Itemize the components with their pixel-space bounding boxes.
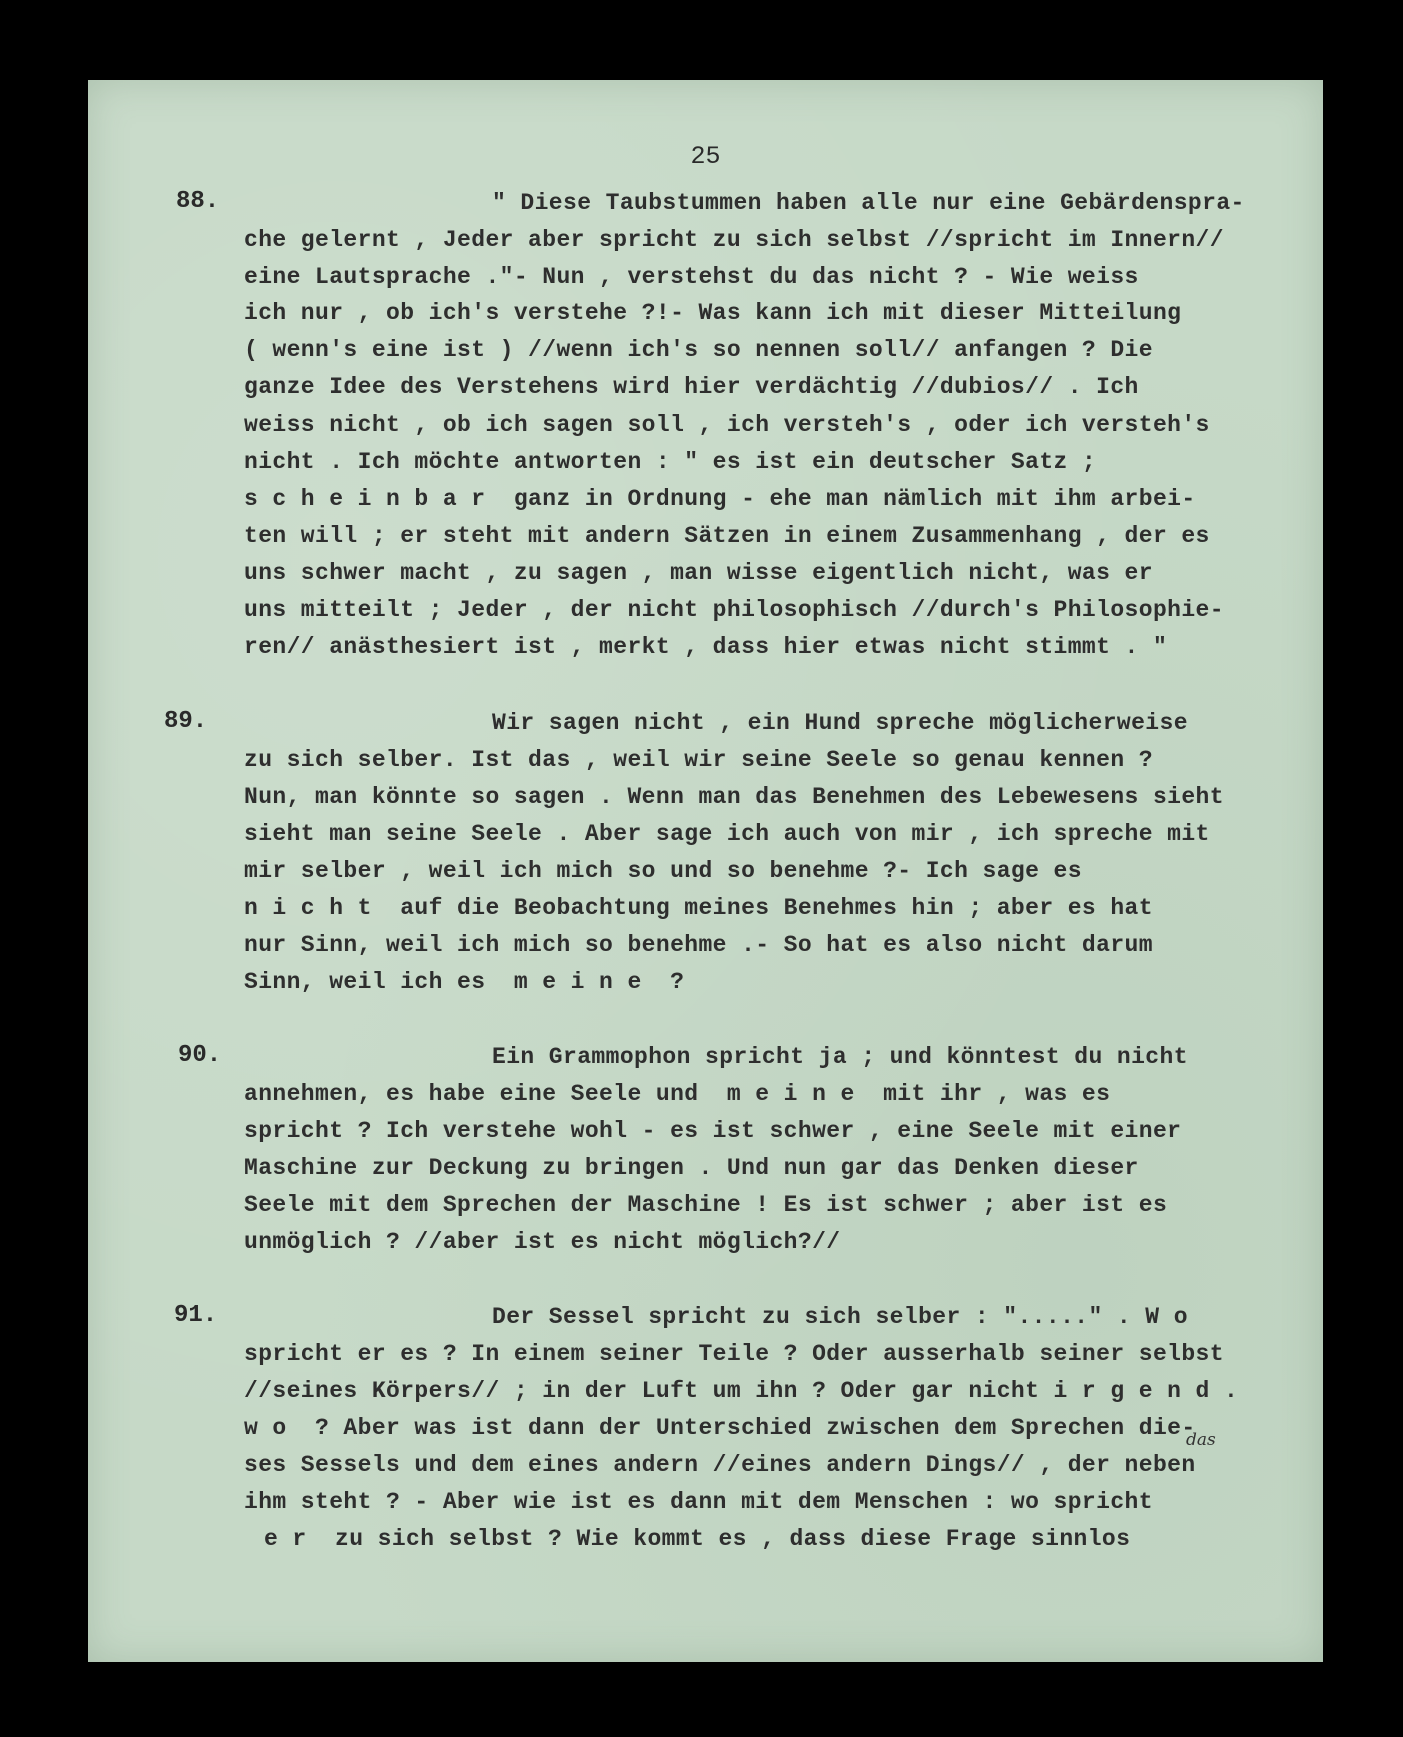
typescript-page — [88, 80, 1323, 1662]
text-line: ren// anästhesiert ist , merkt , dass hier etwas nicht stimmt . " — [244, 634, 1168, 660]
text-line: eine Lautsprache ."- Nun , verstehst du das nicht ? - Wie weiss — [244, 264, 1139, 290]
text-line: Seele mit dem Sprechen der Maschine ! Es ist schwer ; aber ist es — [244, 1192, 1168, 1218]
text-line: Maschine zur Deckung zu bringen . Und nun gar das Denken dieser — [244, 1155, 1139, 1181]
text-line: nicht . Ich möchte antworten : " es ist ein deutscher Satz ; — [244, 449, 1097, 475]
text-line: spricht er es ? In einem seiner Teile ? Oder ausserhalb seiner selbst — [244, 1341, 1224, 1367]
text-line: Wir sagen nicht , ein Hund spreche möglicherweise — [492, 710, 1188, 736]
text-line: mir selber , weil ich mich so und so benehme ?- Ich sage es — [244, 858, 1082, 884]
text-line: ( wenn's eine ist ) //wenn ich's so nennen soll// anfangen ? Die — [244, 337, 1153, 363]
text-line: annehmen, es habe eine Seele und m e i n e mit ihr , was es — [244, 1081, 1111, 1107]
text-line: n i c h t auf die Beobachtung meines Benehmes hin ; aber es hat — [244, 895, 1153, 921]
text-line: e r zu sich selbst ? Wie kommt es , dass diese Frage sinnlos — [264, 1526, 1131, 1552]
text-line: sieht man seine Seele . Aber sage ich auch von mir , ich spreche mit — [244, 821, 1210, 847]
text-line: weiss nicht , ob ich sagen soll , ich versteh's , oder ich versteh's — [244, 412, 1210, 438]
text-line: s c h e i n b a r ganz in Ordnung - ehe man nämlich mit ihm arbei- — [244, 486, 1196, 512]
text-line: Der Sessel spricht zu sich selber : "....." . W o — [492, 1304, 1188, 1330]
section-number: 88. — [176, 188, 220, 215]
text-line: Ein Grammophon spricht ja ; und könntest du nicht — [492, 1044, 1188, 1070]
text-line: zu sich selber. Ist das , weil wir seine Seele so genau kennen ? — [244, 747, 1153, 773]
text-line: uns mitteilt ; Jeder , der nicht philosophisch //durch's Philosophie- — [244, 597, 1224, 623]
page-number: 25 — [690, 142, 721, 171]
text-line: nur Sinn, weil ich mich so benehme .- So hat es also nicht darum — [244, 932, 1153, 958]
handwritten-correction: das — [1186, 1430, 1216, 1450]
text-line: unmöglich ? //aber ist es nicht möglich?// — [244, 1229, 841, 1255]
section-number: 90. — [178, 1042, 222, 1069]
text-line: " Diese Taubstummen haben alle nur eine Gebärdenspra- — [492, 190, 1245, 216]
text-line: ten will ; er steht mit andern Sätzen in einem Zusammenhang , der es — [244, 523, 1210, 549]
text-line: ses Sessels und dem eines andern //eines andern Dings// , der neben — [244, 1452, 1196, 1478]
section-number: 91. — [174, 1302, 218, 1329]
text-line: ganze Idee des Verstehens wird hier verdächtig //dubios// . Ich — [244, 374, 1139, 400]
text-line: Nun, man könnte so sagen . Wenn man das Benehmen des Lebewesens sieht — [244, 784, 1224, 810]
text-line: uns schwer macht , zu sagen , man wisse eigentlich nicht, was er — [244, 560, 1153, 586]
text-line: spricht ? Ich verstehe wohl - es ist schwer , eine Seele mit einer — [244, 1118, 1182, 1144]
text-line: Sinn, weil ich es m e i n e ? — [244, 969, 685, 995]
section-number: 89. — [164, 708, 208, 735]
text-line: che gelernt , Jeder aber spricht zu sich selbst //spricht im Innern// — [244, 227, 1224, 253]
text-line: w o ? Aber was ist dann der Unterschied zwischen dem Sprechen die- — [244, 1415, 1196, 1441]
text-line: ich nur , ob ich's verstehe ?!- Was kann ich mit dieser Mitteilung — [244, 300, 1182, 326]
text-line: ihm steht ? - Aber wie ist es dann mit dem Menschen : wo spricht — [244, 1489, 1153, 1515]
text-line: //seines Körpers// ; in der Luft um ihn ? Oder gar nicht i r g e n d . — [244, 1378, 1239, 1404]
